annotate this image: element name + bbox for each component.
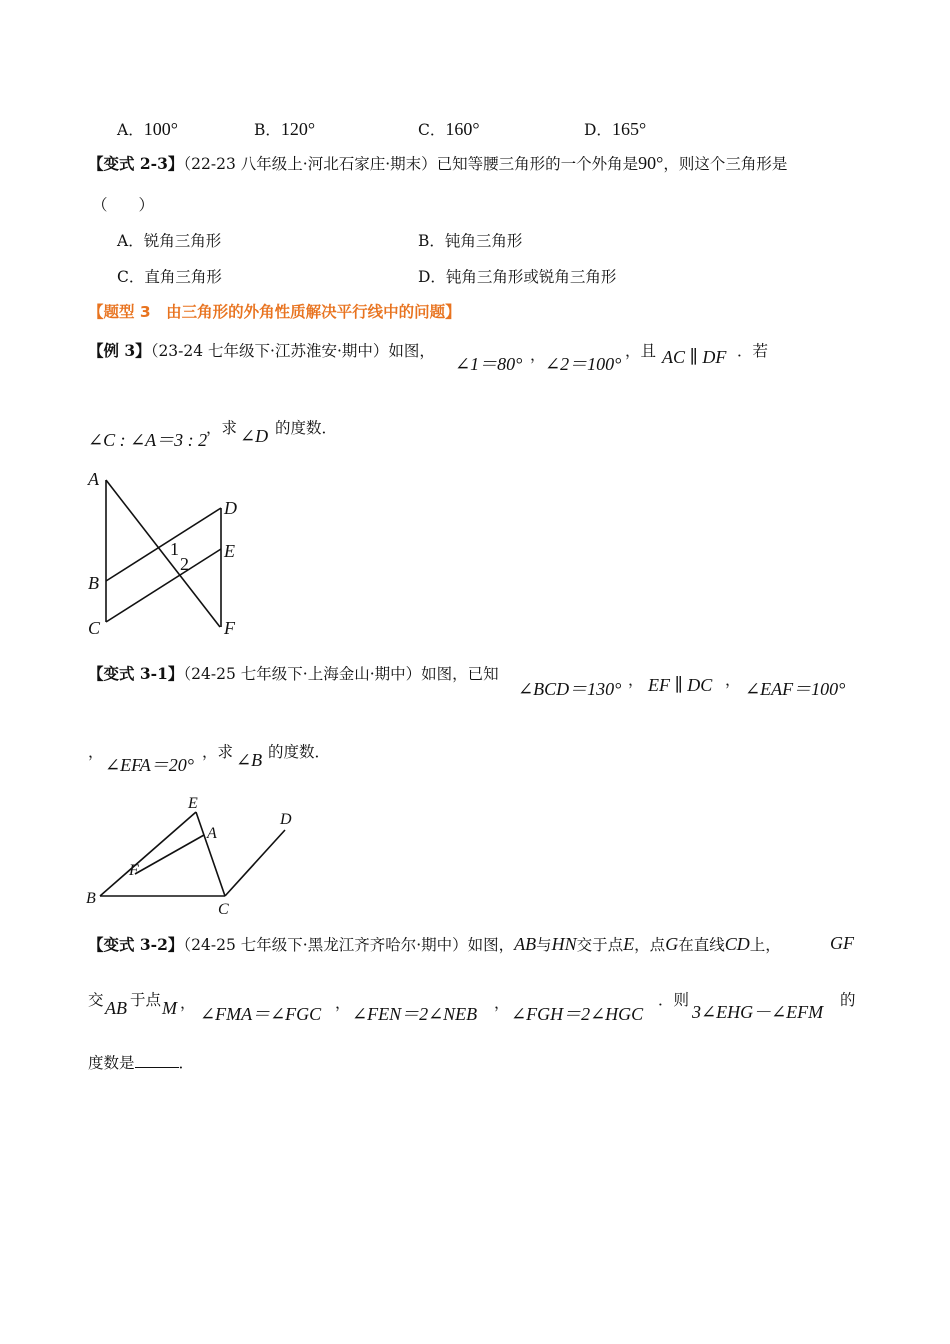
label-angle-1: 1	[170, 539, 179, 559]
ruo-text: ．若	[737, 342, 769, 360]
point-m: M	[162, 998, 177, 1018]
condition-efa: ∠EFA＝20°	[105, 755, 194, 775]
v23-option-c: C．直角三角形	[117, 268, 222, 286]
option-b: B．120°	[254, 119, 316, 139]
qiu-text: ，求	[206, 419, 238, 437]
condition-angle-1: ∠1＝80°	[455, 354, 523, 374]
option-c-value: 160°	[445, 119, 480, 139]
condition-angle-2: ∠2＝100°	[545, 354, 622, 374]
comma: ，	[530, 346, 546, 364]
figure-variant-3-1	[80, 790, 310, 925]
target-angle-b: ∠B	[236, 750, 263, 770]
condition-eaf: ∠EAF＝100°	[745, 679, 846, 699]
de-text: 的	[840, 991, 856, 1009]
jiao-text: 交	[88, 991, 104, 1009]
parallel-condition: AC ∥ DF	[662, 347, 727, 367]
relation-2: ∠FEN＝2∠NEB	[352, 1004, 478, 1024]
label-b: B	[86, 890, 96, 907]
ratio-condition: ∠C : ∠A＝3 : 2	[88, 430, 208, 450]
section-heading-3: 【题型 3 由三角形的外角性质解决平行线中的问题】	[88, 303, 461, 321]
end-text: 的度数．	[275, 419, 338, 437]
exterior-angle: 90°	[638, 153, 664, 173]
condition-bcd: ∠BCD＝130°	[518, 679, 622, 699]
target-angle-d: ∠D	[240, 426, 269, 446]
segment-fa	[135, 835, 204, 874]
relation-3: ∠FGH＝2∠HGC	[511, 1004, 644, 1024]
v23-option-d: D．钝角三角形或锐角三角形	[418, 268, 617, 286]
label-e: E	[188, 795, 198, 812]
end-text: 的度数．	[268, 743, 331, 761]
segment-af	[106, 480, 220, 627]
answer-line: 度数是 ．	[88, 1054, 195, 1072]
label-d: D	[280, 811, 292, 828]
comma: ，	[725, 671, 741, 689]
segment-ce	[106, 549, 221, 622]
ze-text: ．则	[658, 991, 690, 1009]
option-d-value: 165°	[611, 119, 647, 139]
label-e: E	[224, 541, 235, 561]
label-a: A	[88, 469, 99, 489]
label-d: D	[224, 498, 237, 518]
variant-3-1-stem: 【变式 3-1】（24-25 七年级下·上海金山·期中）如图，已知	[88, 664, 499, 683]
comma: ，	[88, 743, 104, 761]
option-b-value: 120°	[280, 119, 316, 139]
label-b: B	[88, 573, 99, 593]
relation-1: ∠FMA＝∠FGC	[200, 1004, 322, 1024]
label-c: C	[218, 901, 229, 918]
segment-gf-label: GF	[830, 933, 854, 953]
comma: ，	[494, 994, 510, 1012]
variant-3-2-stem: 【变式 3-2】（24-25 七年级下·黑龙江齐齐哈尔·期中）如图，AB与HN交于点E，点G在直线CD上，	[88, 934, 781, 954]
qiu-text: ，求	[202, 743, 234, 761]
yudian-text: 于点	[130, 991, 162, 1009]
variant-3-1-tag: 【变式 3-1】	[88, 664, 184, 683]
expression: 3∠EHG－∠EFM	[692, 1002, 824, 1022]
condition-ef-parallel-dc: EF ∥ DC	[648, 675, 713, 695]
label-c: C	[88, 618, 101, 638]
comma: ，	[628, 671, 644, 689]
figure-example-3	[80, 462, 260, 642]
qie-text: ，且	[625, 342, 657, 360]
answer-paren: （ ）	[92, 196, 155, 214]
option-c: C．160°	[418, 119, 480, 139]
label-f: F	[129, 862, 139, 879]
option-a-value: 100°	[143, 119, 178, 139]
segment-ab-label: AB	[105, 998, 127, 1018]
label-a: A	[207, 825, 217, 842]
v23-option-b: B．钝角三角形	[418, 232, 523, 250]
v23-option-a: A．锐角三角形	[117, 232, 222, 250]
label-f: F	[224, 618, 235, 638]
example-3-tag: 【例 3】	[88, 341, 151, 360]
option-a: A．100°	[117, 119, 178, 139]
answer-blank[interactable]	[135, 1053, 179, 1068]
segment-bd	[106, 508, 221, 581]
comma: ，	[335, 994, 351, 1012]
example-3-stem: 【例 3】（23-24 七年级下·江苏淮安·期中）如图，	[88, 341, 435, 360]
segment-cd	[225, 830, 285, 896]
segment-be	[100, 812, 196, 896]
variant-2-3-tag: 【变式 2-3】	[88, 154, 184, 173]
comma: ，	[180, 994, 196, 1012]
variant-2-3-stem: 【变式 2-3】（22-23 八年级上·河北石家庄·期末）已知等腰三角形的一个外角是90°，则这个三角形是	[88, 153, 788, 173]
variant-3-2-tag: 【变式 3-2】	[88, 935, 184, 954]
option-d: D．165°	[584, 119, 647, 139]
label-angle-2: 2	[180, 554, 189, 574]
